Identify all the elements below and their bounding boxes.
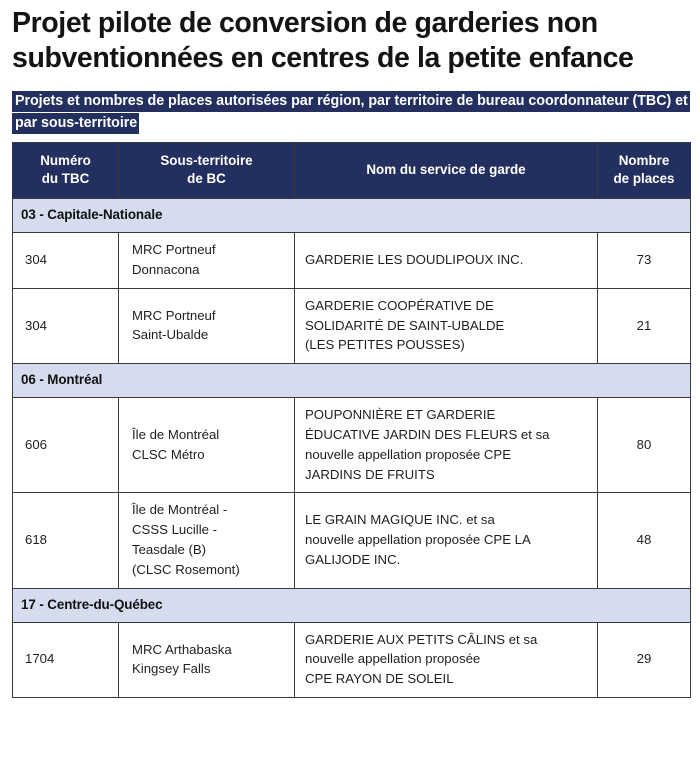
cell-tbc-number: [13, 288, 119, 363]
cell-line: GARDERIE COOPÉRATIVE DE: [305, 297, 494, 313]
cell-line: ÉDUCATIVE JARDIN DES FLEURS et sa: [305, 427, 550, 442]
cell-tbc-number: [13, 493, 119, 588]
cell-line: SOLIDARITÉ DE SAINT-UBALDE: [305, 317, 505, 333]
cell-line: CSSS Lucille -: [132, 522, 218, 538]
cell-service-name: [295, 622, 598, 697]
region-label: 06 - Montréal: [13, 364, 691, 398]
cell-tbc-number: [13, 233, 119, 289]
cell-line: POUPONNIÈRE ET GARDERIE: [305, 407, 496, 423]
projects-table: [12, 142, 691, 698]
cell-service-name: [295, 233, 598, 289]
cell-line: MRC Portneuf: [132, 307, 216, 323]
cell-service-name: [295, 288, 598, 363]
cell-line: CPE RAYON DE SOLEIL: [305, 671, 454, 687]
cell-line: 29: [636, 651, 652, 667]
header-line-1: Sous-territoire: [160, 152, 253, 168]
table-row: [13, 398, 691, 493]
table-row: [13, 233, 691, 289]
table-header: [13, 142, 691, 198]
document-page: [0, 6, 700, 783]
cell-places-count: [598, 622, 691, 697]
table-row: [13, 493, 691, 588]
cell-service-name: [295, 493, 598, 588]
header-line-1: Nombre: [618, 152, 670, 168]
cell-sub-territory: [119, 493, 295, 588]
cell-line: Donnacona: [132, 261, 200, 277]
cell-line: 606: [25, 436, 48, 452]
cell-sub-territory: [119, 398, 295, 493]
cell-line: 80: [636, 436, 652, 452]
cell-places-count: [598, 398, 691, 493]
region-band-row: [13, 364, 691, 398]
cell-sub-territory: [119, 233, 295, 289]
region-label: 03 - Capitale-Nationale: [13, 199, 691, 233]
cell-places-count: [598, 493, 691, 588]
region-band-row: [13, 588, 691, 622]
cell-line: GARDERIE LES DOUDLIPOUX INC.: [305, 252, 524, 267]
cell-line: 304: [25, 252, 48, 267]
cell-line: GALIJODE INC.: [305, 551, 401, 567]
subtitle-text: Projets et nombres de places autorisées par région, par territoire de bureau coordonnateur (TBC) et par sous-territoire: [12, 91, 690, 135]
header-line-2: de BC: [187, 170, 226, 186]
cell-line: 73: [636, 252, 652, 267]
cell-line: Île de Montréal: [132, 427, 220, 442]
cell-line: nouvelle appellation proposée CPE: [305, 446, 512, 462]
cell-sub-territory: [119, 622, 295, 697]
table-row: [13, 622, 691, 697]
table-header-row: [13, 142, 691, 198]
cell-line: JARDINS DE FRUITS: [305, 466, 435, 482]
column-header-service-name: [295, 142, 598, 198]
cell-line: 48: [636, 532, 652, 548]
cell-line: Saint-Ubalde: [132, 327, 209, 343]
cell-line: Île de Montréal -: [132, 502, 228, 518]
column-header-sub-territory: [119, 142, 295, 198]
cell-places-count: [598, 233, 691, 289]
cell-line: Teasdale (B): [132, 541, 207, 557]
header-line-1: Numéro: [40, 152, 91, 168]
cell-line: (LES PETITES POUSSES): [305, 337, 465, 353]
cell-places-count: [598, 288, 691, 363]
table-body: [13, 199, 691, 698]
cell-service-name: [295, 398, 598, 493]
header-line-2: du TBC: [41, 170, 90, 186]
page-title: Projet pilote de conversion de garderies non subventionnées en centres de la petite enfance: [12, 7, 634, 75]
table-row: [13, 288, 691, 363]
cell-line: nouvelle appellation proposée: [305, 651, 481, 667]
header-line-2: de places: [613, 170, 675, 186]
cell-line: (CLSC Rosemont): [132, 561, 240, 577]
subtitle-banner: [12, 90, 700, 135]
region-band-row: [13, 199, 691, 233]
cell-line: LE GRAIN MAGIQUE INC. et sa: [305, 512, 495, 528]
region-label: 17 - Centre-du-Québec: [13, 588, 691, 622]
cell-line: GARDERIE AUX PETITS CÂLINS et sa: [305, 631, 538, 647]
cell-line: nouvelle appellation proposée CPE LA: [305, 532, 531, 548]
cell-line: MRC Arthabaska: [132, 641, 232, 657]
cell-line: CLSC Métro: [132, 446, 205, 462]
cell-line: 618: [25, 532, 48, 548]
cell-line: 304: [25, 317, 48, 333]
header-line-1: Nom du service de garde: [366, 161, 526, 177]
cell-sub-territory: [119, 288, 295, 363]
column-header-places: [598, 142, 691, 198]
cell-tbc-number: [13, 622, 119, 697]
column-header-tbc-number: [13, 142, 119, 198]
cell-tbc-number: [13, 398, 119, 493]
cell-line: 21: [636, 317, 652, 333]
cell-line: MRC Portneuf: [132, 242, 216, 258]
cell-line: Kingsey Falls: [132, 661, 211, 677]
cell-line: 1704: [25, 651, 55, 667]
